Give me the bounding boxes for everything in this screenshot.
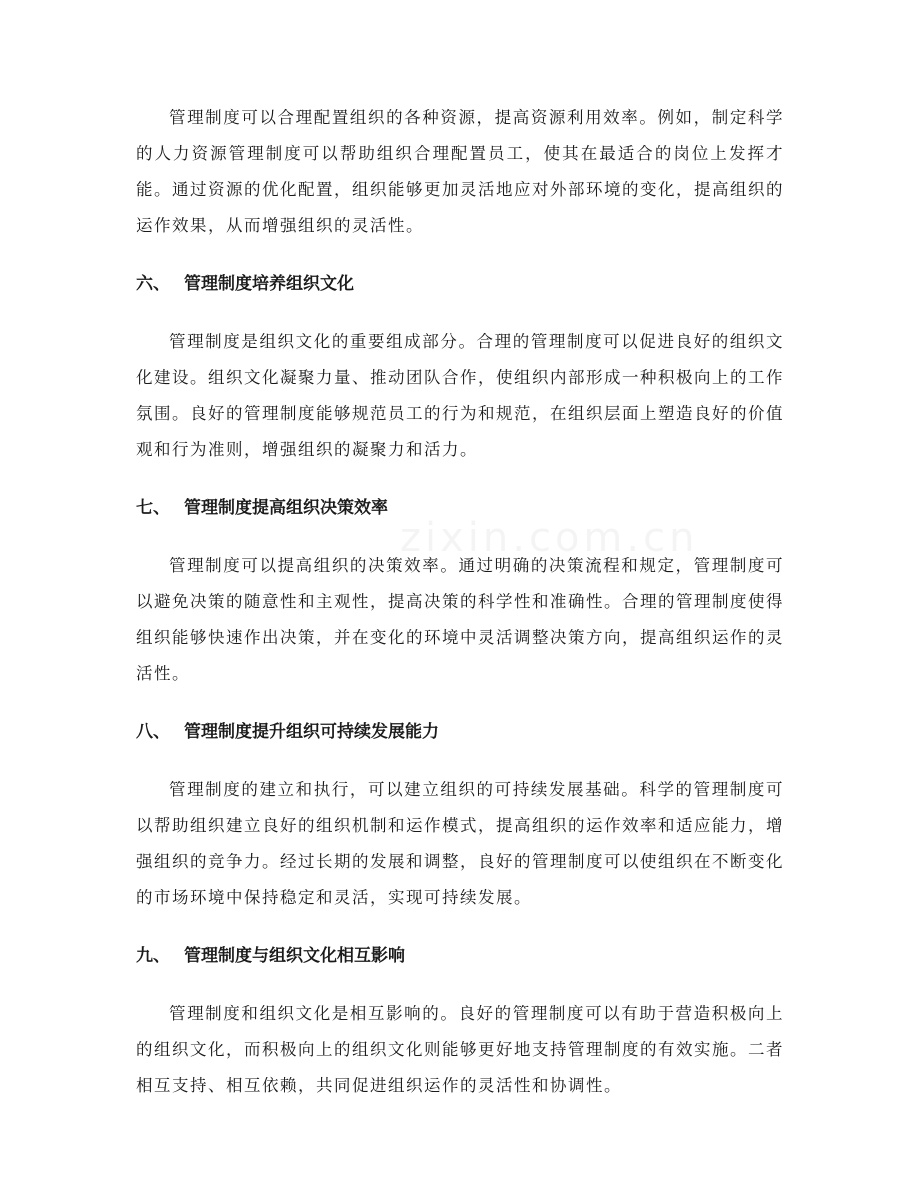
section-body-8: 管理制度的建立和执行，可以建立组织的可持续发展基础。科学的管理制度可以帮助组织建立良好的组织机制和运作模式，提高组织的运作效率和适应能力，增强组织的竞争力。经过长期的发展和调整，良好的管理制度可以使组织在不断变化的市场环境中保持稳定和灵活，实现可持续发展。 <box>136 780 784 907</box>
section-body-9: 管理制度和组织文化是相互影响的。良好的管理制度可以有助于营造积极向上的组织文化，而积极向上的组织文化则能够更好地支持管理制度的有效实施。二者相互支持、相互依赖，共同促进组织运作的灵活性和协调性。 <box>136 1004 784 1095</box>
section-title: 管理制度提升组织可持续发展能力 <box>184 722 439 742</box>
section-number: 七、 <box>136 498 170 518</box>
section-number: 八、 <box>136 722 170 742</box>
section-heading-8 <box>136 714 784 750</box>
section-body-7: 管理制度可以提高组织的决策效率。通过明确的决策流程和规定，管理制度可以避免决策的随意性和主观性，提高决策的科学性和准确性。合理的管理制度使得组织能够快速作出决策，并在变化的环境中灵活调整决策方向，提高组织运作的灵活性。 <box>136 556 784 683</box>
section-title: 管理制度与组织文化相互影响 <box>184 946 405 966</box>
intro-paragraph: 管理制度可以合理配置组织的各种资源，提高资源利用效率。例如，制定科学的人力资源管理制度可以帮助组织合理配置员工，使其在最适合的岗位上发挥才能。通过资源的优化配置，组织能够更加灵活地应对外部环境的变化，提高组织的运作效果，从而增强组织的灵活性。 <box>136 108 784 235</box>
section-number: 九、 <box>136 946 170 966</box>
section-title: 管理制度提高组织决策效率 <box>184 498 388 518</box>
section-heading-9 <box>136 938 784 974</box>
section-title: 管理制度培养组织文化 <box>184 274 354 294</box>
section-heading-6 <box>136 266 784 302</box>
document-page <box>136 100 784 1104</box>
section-number: 六、 <box>136 274 170 294</box>
section-body-6: 管理制度是组织文化的重要组成部分。合理的管理制度可以促进良好的组织文化建设。组织文化凝聚力量、推动团队合作，使组织内部形成一种积极向上的工作氛围。良好的管理制度能够规范员工的行为和规范，在组织层面上塑造良好的价值观和行为准则，增强组织的凝聚力和活力。 <box>136 332 784 459</box>
section-heading-7 <box>136 490 784 526</box>
